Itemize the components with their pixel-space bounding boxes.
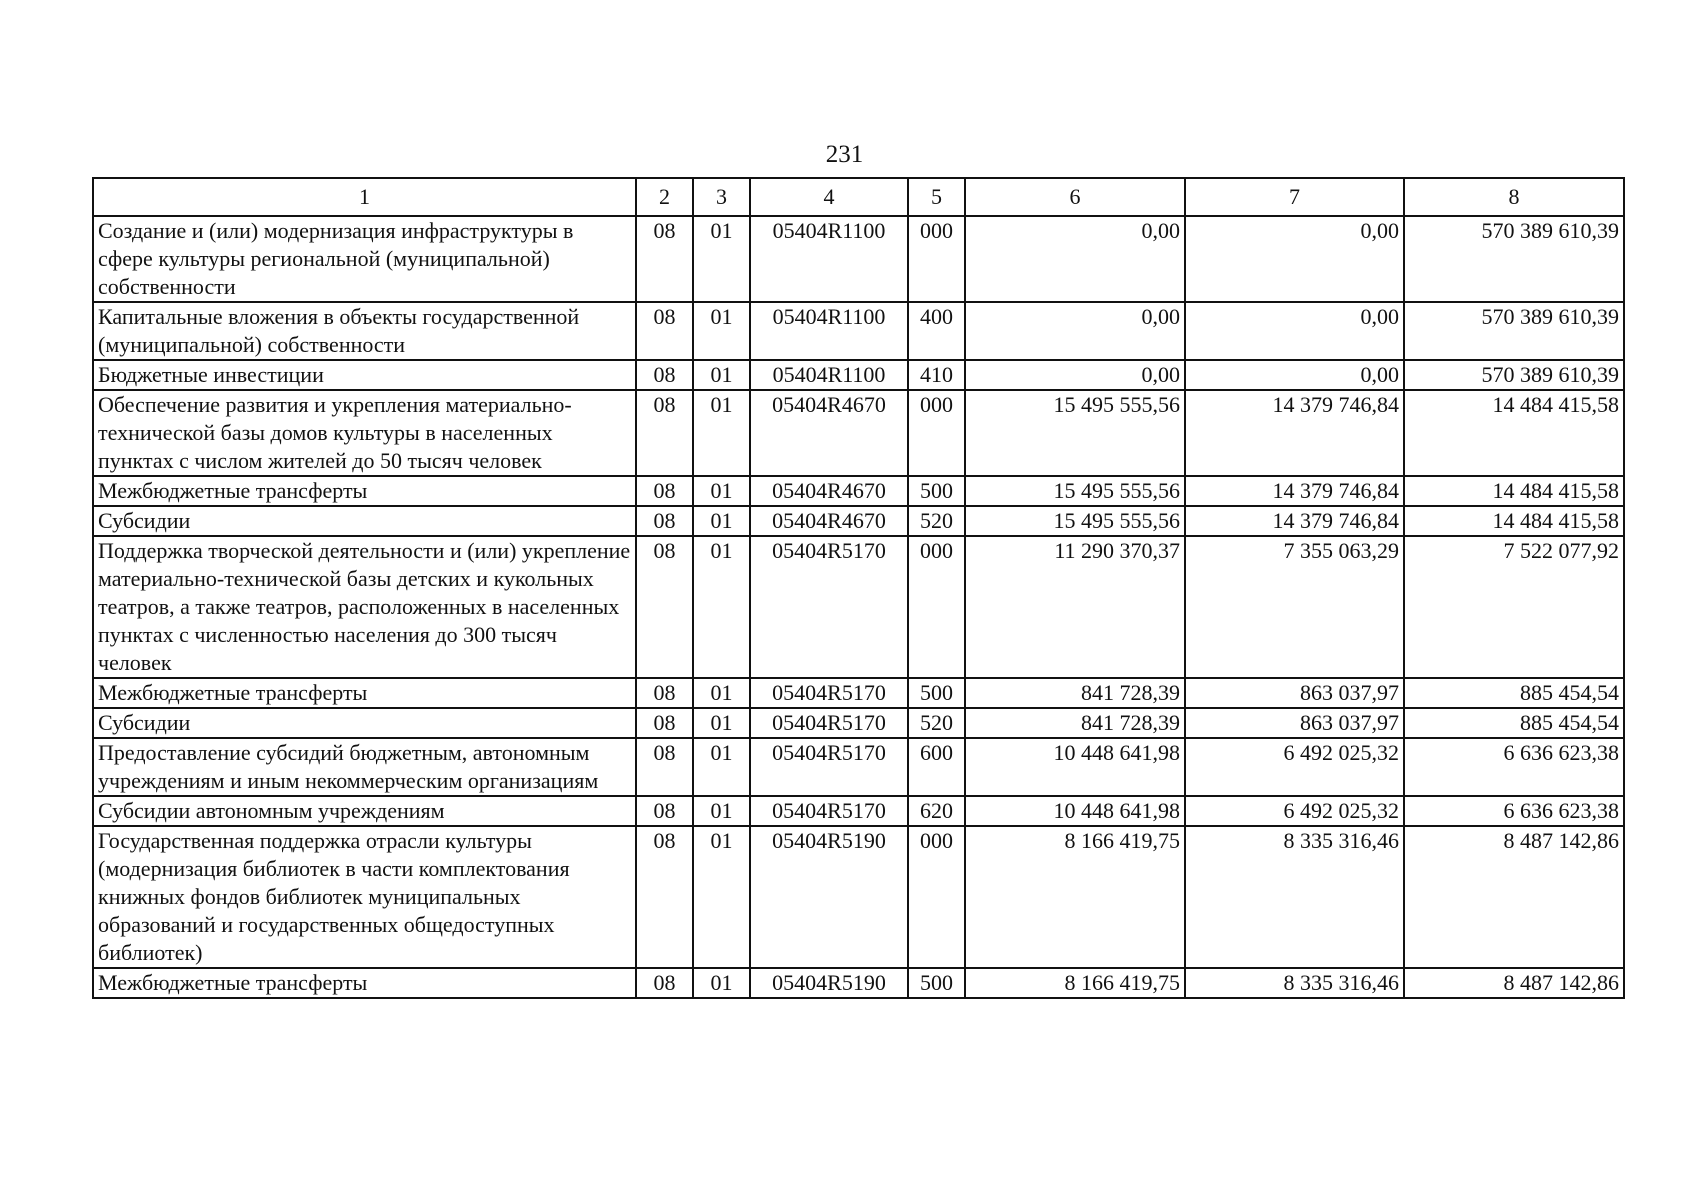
subsection-code: 01 bbox=[693, 360, 750, 390]
row-name: Поддержка творческой деятельности и (или) укрепление материально-технической базы детских и кукольных театров, а также театров, расположенных в населенных пунктах с численностью населения до 300 тысяч человек bbox=[93, 536, 636, 678]
section-code: 08 bbox=[636, 738, 693, 796]
row-name: Капитальные вложения в объекты государственной (муниципальной) собственности bbox=[93, 302, 636, 360]
amount-col-6: 11 290 370,37 bbox=[965, 536, 1185, 678]
section-code: 08 bbox=[636, 796, 693, 826]
expense-type-code: 000 bbox=[908, 826, 965, 968]
subsection-code: 01 bbox=[693, 390, 750, 476]
amount-col-7: 14 379 746,84 bbox=[1185, 390, 1404, 476]
amount-col-7: 0,00 bbox=[1185, 360, 1404, 390]
target-article-code: 05404R5190 bbox=[750, 968, 908, 998]
target-article-code: 05404R5170 bbox=[750, 678, 908, 708]
section-code: 08 bbox=[636, 968, 693, 998]
amount-col-8: 8 487 142,86 bbox=[1404, 826, 1624, 968]
amount-col-6: 0,00 bbox=[965, 360, 1185, 390]
amount-col-6: 15 495 555,56 bbox=[965, 506, 1185, 536]
amount-col-8: 885 454,54 bbox=[1404, 708, 1624, 738]
expense-type-code: 000 bbox=[908, 216, 965, 302]
expense-type-code: 520 bbox=[908, 506, 965, 536]
row-name: Межбюджетные трансферты bbox=[93, 678, 636, 708]
amount-col-7: 7 355 063,29 bbox=[1185, 536, 1404, 678]
page-number: 231 bbox=[825, 141, 864, 168]
table-body bbox=[93, 216, 1624, 998]
expense-type-code: 520 bbox=[908, 708, 965, 738]
amount-col-7: 6 492 025,32 bbox=[1185, 796, 1404, 826]
section-code: 08 bbox=[636, 476, 693, 506]
header-cell-8: 8 bbox=[1404, 178, 1624, 216]
row-name: Межбюджетные трансферты bbox=[93, 476, 636, 506]
target-article-code: 05404R4670 bbox=[750, 506, 908, 536]
amount-col-8: 7 522 077,92 bbox=[1404, 536, 1624, 678]
amount-col-7: 863 037,97 bbox=[1185, 708, 1404, 738]
subsection-code: 01 bbox=[693, 216, 750, 302]
subsection-code: 01 bbox=[693, 826, 750, 968]
subsection-code: 01 bbox=[693, 738, 750, 796]
target-article-code: 05404R5170 bbox=[750, 708, 908, 738]
row-name: Межбюджетные трансферты bbox=[93, 968, 636, 998]
amount-col-7: 14 379 746,84 bbox=[1185, 476, 1404, 506]
budget-table bbox=[92, 177, 1625, 999]
amount-col-6: 10 448 641,98 bbox=[965, 796, 1185, 826]
header-cell-5: 5 bbox=[908, 178, 965, 216]
amount-col-7: 6 492 025,32 bbox=[1185, 738, 1404, 796]
row-name: Обеспечение развития и укрепления материально-технической базы домов культуры в населенных пунктах с числом жителей до 50 тысяч человек bbox=[93, 390, 636, 476]
table-header bbox=[93, 178, 1624, 216]
amount-col-8: 570 389 610,39 bbox=[1404, 302, 1624, 360]
expense-type-code: 620 bbox=[908, 796, 965, 826]
header-cell-4: 4 bbox=[750, 178, 908, 216]
amount-col-8: 6 636 623,38 bbox=[1404, 738, 1624, 796]
target-article-code: 05404R1100 bbox=[750, 302, 908, 360]
amount-col-7: 0,00 bbox=[1185, 302, 1404, 360]
amount-col-7: 14 379 746,84 bbox=[1185, 506, 1404, 536]
subsection-code: 01 bbox=[693, 536, 750, 678]
amount-col-7: 863 037,97 bbox=[1185, 678, 1404, 708]
expense-type-code: 000 bbox=[908, 390, 965, 476]
section-code: 08 bbox=[636, 390, 693, 476]
amount-col-7: 8 335 316,46 bbox=[1185, 826, 1404, 968]
target-article-code: 05404R4670 bbox=[750, 390, 908, 476]
table-row bbox=[93, 506, 1624, 536]
expense-type-code: 500 bbox=[908, 968, 965, 998]
amount-col-8: 6 636 623,38 bbox=[1404, 796, 1624, 826]
target-article-code: 05404R5170 bbox=[750, 796, 908, 826]
table-row bbox=[93, 826, 1624, 968]
header-cell-2: 2 bbox=[636, 178, 693, 216]
table-row bbox=[93, 476, 1624, 506]
table-row bbox=[93, 968, 1624, 998]
row-name: Государственная поддержка отрасли культуры (модернизация библиотек в части комплектования книжных фондов библиотек муниципальных образований и государственных общедоступных библиотек) bbox=[93, 826, 636, 968]
section-code: 08 bbox=[636, 506, 693, 536]
target-article-code: 05404R5170 bbox=[750, 536, 908, 678]
header-cell-7: 7 bbox=[1185, 178, 1404, 216]
target-article-code: 05404R5190 bbox=[750, 826, 908, 968]
table-row bbox=[93, 796, 1624, 826]
table-row bbox=[93, 360, 1624, 390]
section-code: 08 bbox=[636, 678, 693, 708]
table-row bbox=[93, 678, 1624, 708]
header-row bbox=[93, 178, 1624, 216]
target-article-code: 05404R4670 bbox=[750, 476, 908, 506]
subsection-code: 01 bbox=[693, 968, 750, 998]
amount-col-6: 8 166 419,75 bbox=[965, 826, 1185, 968]
amount-col-6: 0,00 bbox=[965, 302, 1185, 360]
section-code: 08 bbox=[636, 536, 693, 678]
amount-col-8: 570 389 610,39 bbox=[1404, 360, 1624, 390]
amount-col-6: 8 166 419,75 bbox=[965, 968, 1185, 998]
amount-col-8: 14 484 415,58 bbox=[1404, 476, 1624, 506]
row-name: Бюджетные инвестиции bbox=[93, 360, 636, 390]
amount-col-7: 0,00 bbox=[1185, 216, 1404, 302]
table-row bbox=[93, 536, 1624, 678]
header-cell-1: 1 bbox=[93, 178, 636, 216]
table-row bbox=[93, 738, 1624, 796]
row-name: Предоставление субсидий бюджетным, автономным учреждениям и иным некоммерческим организациям bbox=[93, 738, 636, 796]
table-row bbox=[93, 302, 1624, 360]
amount-col-8: 14 484 415,58 bbox=[1404, 506, 1624, 536]
section-code: 08 bbox=[636, 216, 693, 302]
expense-type-code: 000 bbox=[908, 536, 965, 678]
table-row bbox=[93, 216, 1624, 302]
amount-col-8: 570 389 610,39 bbox=[1404, 216, 1624, 302]
header-cell-6: 6 bbox=[965, 178, 1185, 216]
expense-type-code: 400 bbox=[908, 302, 965, 360]
header-cell-3: 3 bbox=[693, 178, 750, 216]
subsection-code: 01 bbox=[693, 796, 750, 826]
subsection-code: 01 bbox=[693, 708, 750, 738]
amount-col-8: 14 484 415,58 bbox=[1404, 390, 1624, 476]
target-article-code: 05404R1100 bbox=[750, 360, 908, 390]
row-name: Субсидии bbox=[93, 708, 636, 738]
amount-col-6: 841 728,39 bbox=[965, 678, 1185, 708]
table-row bbox=[93, 708, 1624, 738]
amount-col-6: 10 448 641,98 bbox=[965, 738, 1185, 796]
expense-type-code: 500 bbox=[908, 678, 965, 708]
section-code: 08 bbox=[636, 708, 693, 738]
row-name: Субсидии автономным учреждениям bbox=[93, 796, 636, 826]
subsection-code: 01 bbox=[693, 302, 750, 360]
amount-col-8: 885 454,54 bbox=[1404, 678, 1624, 708]
subsection-code: 01 bbox=[693, 476, 750, 506]
section-code: 08 bbox=[636, 360, 693, 390]
section-code: 08 bbox=[636, 826, 693, 968]
row-name: Создание и (или) модернизация инфраструктуры в сфере культуры региональной (муниципальной) собственности bbox=[93, 216, 636, 302]
amount-col-6: 15 495 555,56 bbox=[965, 476, 1185, 506]
subsection-code: 01 bbox=[693, 506, 750, 536]
expense-type-code: 600 bbox=[908, 738, 965, 796]
amount-col-6: 15 495 555,56 bbox=[965, 390, 1185, 476]
target-article-code: 05404R5170 bbox=[750, 738, 908, 796]
subsection-code: 01 bbox=[693, 678, 750, 708]
expense-type-code: 410 bbox=[908, 360, 965, 390]
amount-col-8: 8 487 142,86 bbox=[1404, 968, 1624, 998]
amount-col-6: 841 728,39 bbox=[965, 708, 1185, 738]
amount-col-6: 0,00 bbox=[965, 216, 1185, 302]
section-code: 08 bbox=[636, 302, 693, 360]
amount-col-7: 8 335 316,46 bbox=[1185, 968, 1404, 998]
expense-type-code: 500 bbox=[908, 476, 965, 506]
table-row bbox=[93, 390, 1624, 476]
row-name: Субсидии bbox=[93, 506, 636, 536]
target-article-code: 05404R1100 bbox=[750, 216, 908, 302]
